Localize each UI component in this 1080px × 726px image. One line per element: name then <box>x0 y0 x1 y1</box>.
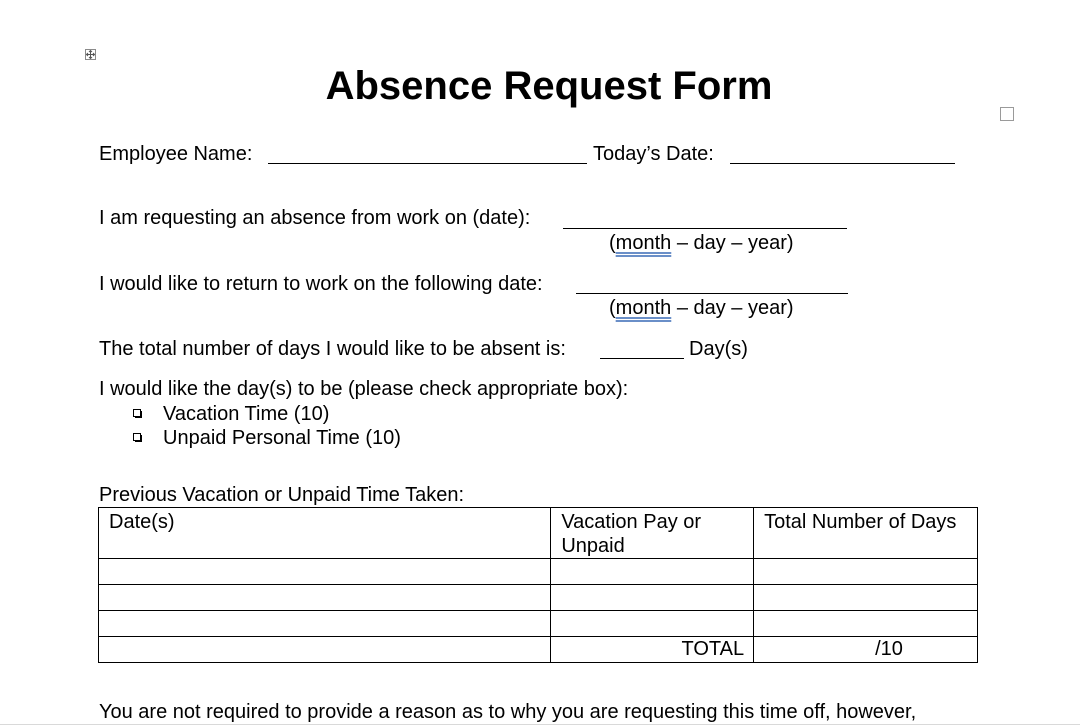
table-header-row <box>99 508 978 559</box>
employee-name-field[interactable] <box>268 163 587 164</box>
absence-from-date-field[interactable] <box>563 228 847 229</box>
vacation-time-label: Vacation Time (10) <box>163 403 330 425</box>
table-cell-pay-type[interactable] <box>551 611 754 637</box>
todays-date-label: Today’s Date: <box>593 143 714 165</box>
square-box-icon[interactable] <box>1000 107 1014 121</box>
table-row <box>99 585 978 611</box>
table-total-empty-cell[interactable] <box>99 637 551 663</box>
employee-name-label: Employee Name: <box>99 143 253 165</box>
table-row <box>99 559 978 585</box>
header-dates: Date(s) <box>99 508 551 559</box>
table-cell-dates[interactable] <box>99 585 551 611</box>
check-instruction: I would like the day(s) to be (please check appropriate box): <box>99 378 629 400</box>
page-title: Absence Request Form <box>325 64 773 108</box>
table-cell-pay-type[interactable] <box>551 585 754 611</box>
total-days-field[interactable] <box>600 358 684 359</box>
table-cell-days[interactable] <box>754 611 978 637</box>
unpaid-personal-time-label: Unpaid Personal Time (10) <box>163 427 401 449</box>
total-days-label: The total number of days I would like to be absent is: <box>99 338 566 360</box>
header-vacation-pay-or-unpaid: Vacation Pay or Unpaid <box>551 508 754 559</box>
return-date-field[interactable] <box>576 293 848 294</box>
absence-date-format-hint: (month – day – year) <box>609 232 794 254</box>
absence-from-label: I am requesting an absence from work on (date): <box>99 207 531 229</box>
table-move-handle-icon[interactable] <box>85 49 96 60</box>
vacation-time-checkbox[interactable] <box>133 409 141 417</box>
previous-time-table <box>98 507 978 663</box>
table-cell-dates[interactable] <box>99 611 551 637</box>
table-cell-dates[interactable] <box>99 559 551 585</box>
table-total-row <box>99 637 978 663</box>
page-bottom-edge <box>0 724 1080 725</box>
return-date-label: I would like to return to work on the following date: <box>99 273 543 295</box>
table-total-label: TOTAL <box>551 637 754 663</box>
table-cell-days[interactable] <box>754 585 978 611</box>
table-total-value[interactable]: /10 <box>754 637 978 663</box>
table-cell-days[interactable] <box>754 559 978 585</box>
header-total-days: Total Number of Days <box>754 508 978 559</box>
bottom-paragraph: You are not required to provide a reason as to why you are requesting this time off, however, <box>99 701 917 723</box>
return-date-format-hint: (month – day – year) <box>609 297 794 319</box>
previous-time-label: Previous Vacation or Unpaid Time Taken: <box>99 484 465 506</box>
todays-date-field[interactable] <box>730 163 955 164</box>
table-cell-pay-type[interactable] <box>551 559 754 585</box>
table-row <box>99 611 978 637</box>
unpaid-personal-time-checkbox[interactable] <box>133 433 141 441</box>
total-days-suffix: Day(s) <box>689 338 748 360</box>
